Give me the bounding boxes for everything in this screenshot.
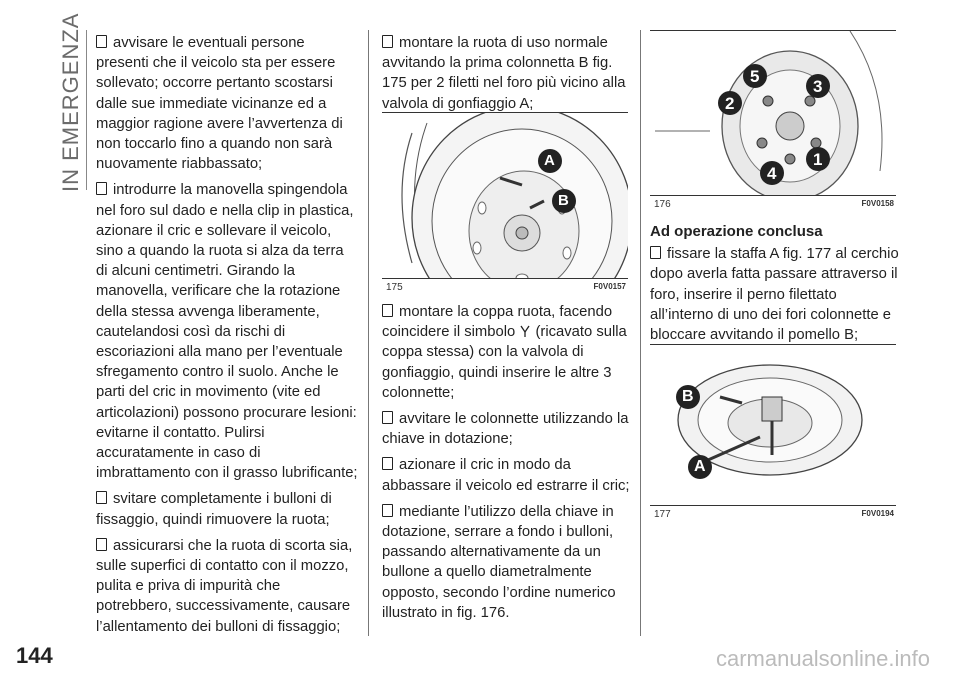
callout-label: B: [558, 192, 569, 209]
bullet-icon: [382, 411, 393, 424]
bullet-icon: [650, 246, 661, 259]
watermark: carmanualsonline.info: [715, 646, 930, 671]
paragraph: [96, 489, 358, 529]
figure-number: 177: [654, 509, 671, 520]
side-divider: [86, 30, 87, 190]
figure-caption: [650, 505, 896, 522]
column-divider: [368, 30, 369, 636]
paragraph-text: avvisare le eventuali persone presenti che il veicolo sta per essere sollevato; occorre pertanto scostarsi dalle sue immediate vicinanze ed a maggior ragione avere l’avvertenza di non toccarlo fino a quando non sarà nuovamente riabbassato;: [96, 35, 343, 173]
figure-176: [650, 30, 896, 212]
paragraph-text: introdurre la manovella spingendola nel foro sul dado e nella clip in plastica, azionare il cric e sollevare il veicolo, sino a quando la ruota si alza da terra di alcuni centimetri. Girando la manovella, verificare che la rotazione della stessa avvenga liberamente, cautelandosi così da rischi di escoriazioni alla mano per l’eventuale sfregamento contro il suolo. Anche le parti del cric in movimento (vite ed articolazioni) possono procurare lesioni: evitarne il contatto. Pulirsi accuratamente in caso di imbrattamento con il grasso lubrificante;: [96, 182, 358, 482]
paragraph-text: azionare il cric in modo da abbassare il veicolo ed estrarre il cric;: [382, 457, 630, 494]
paragraph: [382, 409, 632, 449]
column-1: [96, 33, 358, 643]
figure-caption: [382, 278, 628, 295]
section-heading: Ad operazione conclusa: [650, 223, 823, 240]
figure-code: F0V0158: [861, 199, 894, 208]
section-title: IN EMERGENZA: [58, 12, 83, 192]
paragraph: [96, 33, 358, 174]
bullet-icon: [382, 304, 393, 317]
paragraph-text: fissare la staffa A fig. 177 al cerchio dopo averla fatta passare attraverso il foro, inserire il perno filettato all’interno di uno dei fori colonnette e bloccare avvitando il pomello B;: [650, 246, 899, 344]
paragraph-text: (ricavato sulla coppa stessa) con la valvola di gonfiaggio, quindi inserire le altre 3 colonnette;: [382, 324, 627, 401]
column-2-lower: [382, 302, 632, 629]
paragraph: [382, 302, 632, 403]
paragraph-text: mediante l’utilizzo della chiave in dotazione, serrare a fondo i bulloni, passando alternativamente da un bullone a quello diametralmente opposto, secondo l’ordine numerico illustrato in fig. 176.: [382, 503, 616, 621]
bullet-icon: [96, 35, 107, 48]
paragraph-text: avvitare le colonnette utilizzando la chiave in dotazione;: [382, 411, 629, 448]
bullet-icon: [382, 35, 393, 48]
bullet-icon: [382, 457, 393, 470]
bullet-icon: [96, 491, 107, 504]
paragraph: [650, 244, 900, 345]
wheel-illustration: [382, 113, 628, 279]
paragraph-text: svitare completamente i bulloni di fissaggio, quindi rimuovere la ruota;: [96, 491, 332, 528]
figure-caption: [650, 195, 896, 212]
spare-wheel-bracket-illustration: [650, 345, 896, 505]
paragraph-text: montare la ruota di uso normale avvitando la prima colonnetta B fig. 175 per 2 filetti nel foro più vicino alla valvola di gonfiaggio A;: [382, 35, 626, 112]
bullet-icon: [96, 182, 107, 195]
callout-label: 4: [767, 164, 777, 183]
callout-label: A: [694, 458, 706, 475]
paragraph: [382, 33, 632, 114]
paragraph: [382, 502, 632, 623]
figure-code: F0V0194: [861, 509, 894, 518]
paragraph-text: montare la coppa ruota, facendo coincidere il simbolo: [382, 304, 613, 341]
column-divider: [640, 30, 641, 636]
callout-label: 3: [813, 77, 823, 96]
figure-175: [382, 112, 628, 295]
page-number: 144: [16, 643, 53, 668]
bullet-icon: [382, 504, 393, 517]
column-3: [650, 222, 900, 351]
paragraph: [96, 536, 358, 637]
figure-number: 176: [654, 199, 671, 210]
paragraph: [96, 180, 358, 483]
callout-label: 5: [750, 67, 760, 86]
callout-label: B: [682, 388, 694, 405]
bullet-icon: [96, 538, 107, 551]
figure-code: F0V0157: [593, 282, 626, 291]
column-2: [382, 33, 632, 120]
figure-number: 175: [386, 282, 403, 293]
callout-label: 2: [725, 94, 735, 113]
callout-label: A: [544, 152, 555, 169]
callout-label: 1: [813, 150, 823, 169]
paragraph: [382, 455, 632, 495]
figure-177: [650, 344, 896, 522]
paragraph-text: assicurarsi che la ruota di scorta sia, sulle superfici di contatto con il mozzo, pulita e priva di impurità che potrebbero, successivamente, causare l’allentamento dei bulloni di fissaggio;: [96, 537, 353, 635]
valve-symbol-icon: [519, 324, 531, 338]
